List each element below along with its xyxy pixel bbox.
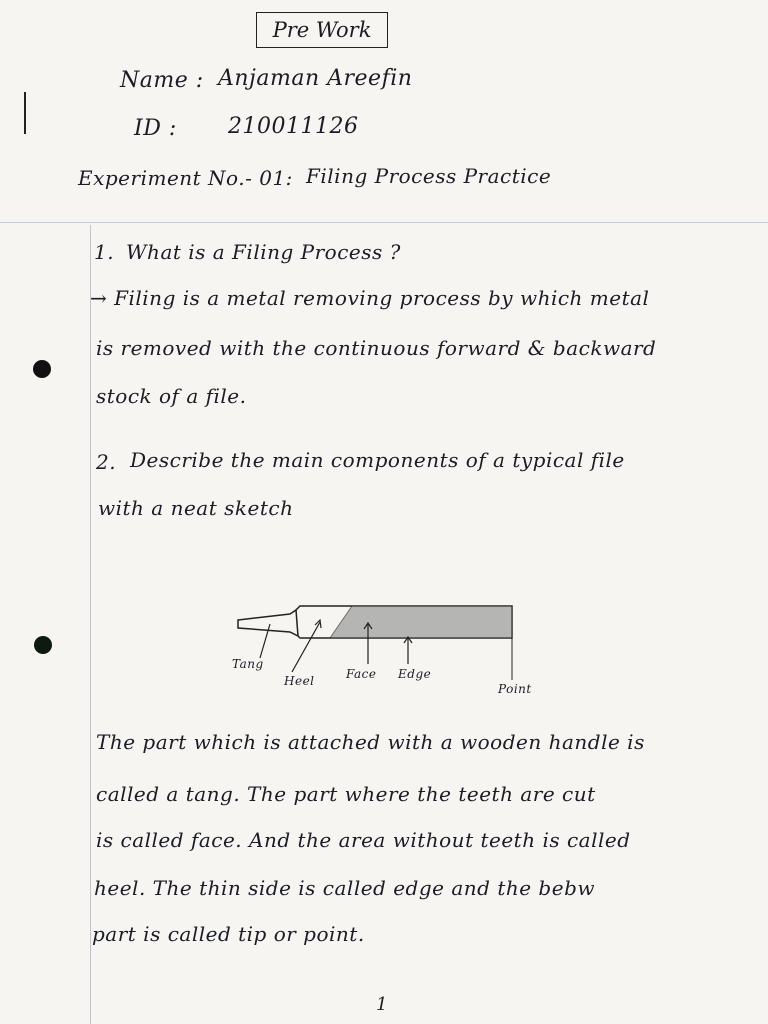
page-title-box xyxy=(256,12,388,48)
experiment-label: Experiment No.- 01: xyxy=(78,166,293,190)
answer-1-line: → Filing is a metal removing process by which metal xyxy=(90,286,650,310)
explanation-line: heel. The thin side is called edge and the bebw xyxy=(94,876,595,900)
page-title: Pre Work xyxy=(272,18,372,42)
label-tang: Tang xyxy=(232,657,264,671)
question-1-number: 1. xyxy=(94,240,115,264)
id-label: ID : xyxy=(134,116,177,141)
heel-arrowhead xyxy=(315,620,321,628)
question-2-number: 2. xyxy=(96,450,117,474)
explanation-line: The part which is attached with a wooden handle is xyxy=(96,730,645,754)
question-2-line: with a neat sketch xyxy=(98,496,294,520)
name-value: Anjaman Areefin xyxy=(218,66,413,91)
file-face xyxy=(330,606,512,638)
heel-arrow xyxy=(292,622,320,672)
question-1-text: What is a Filing Process ? xyxy=(126,240,401,264)
answer-1-line: stock of a file. xyxy=(96,384,247,408)
margin-line xyxy=(90,225,91,1024)
file-sketch xyxy=(230,598,540,698)
punch-hole xyxy=(33,360,51,378)
id-value: 210011126 xyxy=(228,114,359,139)
label-edge: Edge xyxy=(398,667,432,681)
label-point: Point xyxy=(498,682,532,696)
explanation-line: part is called tip or point. xyxy=(92,922,365,946)
question-2-line: Describe the main components of a typical file xyxy=(130,448,625,472)
explanation-line: is called face. And the area without teeth is called xyxy=(96,828,631,852)
explanation-line: called a tang. The part where the teeth are cut xyxy=(96,782,596,806)
ruled-line xyxy=(0,222,768,223)
pen-mark xyxy=(24,92,26,134)
label-heel: Heel xyxy=(284,674,315,688)
label-face: Face xyxy=(346,667,377,681)
answer-1-line: is removed with the continuous forward & backward xyxy=(96,336,657,360)
punch-hole xyxy=(34,636,52,654)
page-number: 1 xyxy=(376,994,388,1015)
name-label: Name : xyxy=(120,68,204,93)
experiment-title: Filing Process Practice xyxy=(306,164,552,188)
